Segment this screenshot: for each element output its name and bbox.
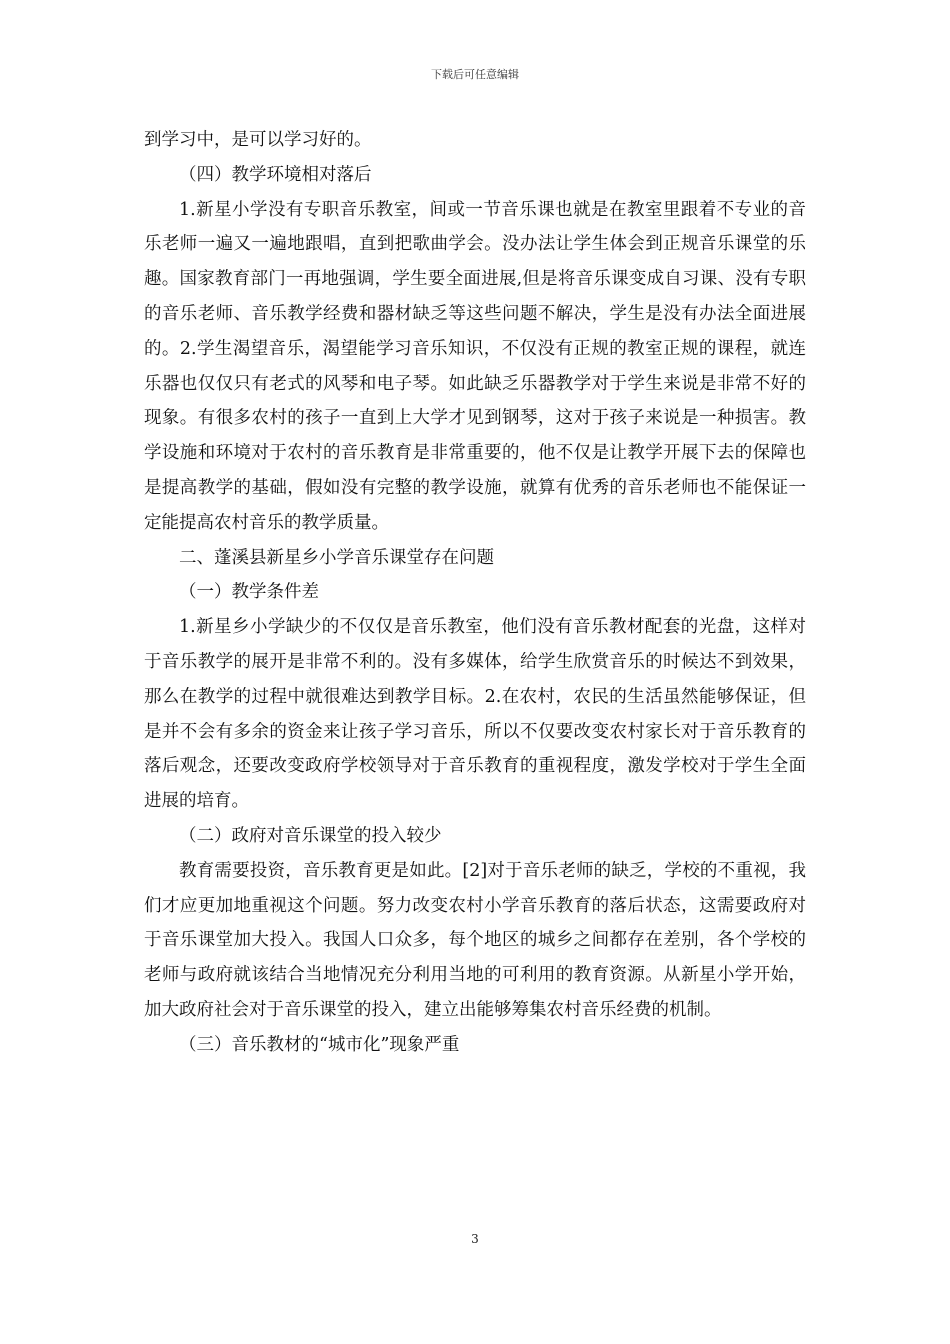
paragraph: 教育需要投资，音乐教育更是如此。[2]对于音乐老师的缺乏，学校的不重视，我们才应更加地重视这个问题。努力改变农村小学音乐教育的落后状态，这需要政府对于音乐课堂加大投入。我国人口众多，每个地区的城乡之间都存在差别，各个学校的老师与政府就该结合当地情况充分利用当地的可利用的教育资源。从新星小学开始，加大政府社会对于音乐课堂的投入，建立出能够筹集农村音乐经费的机制。 [144, 860, 806, 1020]
paragraph: 1.新星乡小学缺少的不仅仅是音乐教室，他们没有音乐教材配套的光盘，这样对于音乐教学的展开是非常不利的。没有多媒体，给学生欣赏音乐的时候达不到效果，那么在教学的过程中就很难达到教学目标。2.在农村，农民的生活虽然能够保证，但是并不会有多余的资金来让孩子学习音乐，所以不仅要改变农村家长对于音乐教育的落后观念，还要改变政府学校领导对于音乐教育的重视程度，激发学校对于学生全面进展的培育。 [144, 617, 806, 812]
section-heading-3: （三）音乐教材的“城市化”现象严重 [179, 1034, 460, 1055]
section-heading-1: （一）教学条件差 [179, 582, 319, 603]
page-header: 下载后可任意编辑 [431, 68, 519, 81]
page-number: 3 [471, 1232, 479, 1246]
section-heading-2: （二）政府对音乐课堂的投入较少 [179, 825, 442, 846]
section-heading-4: （四）教学环境相对落后 [179, 164, 372, 185]
document-body [144, 123, 806, 1063]
paragraph-continuation: 到学习中，是可以学习好的。 [144, 130, 372, 150]
paragraph: 1.新星小学没有专职音乐教室，间或一节音乐课也就是在教室里跟着不专业的音乐老师一遍又一遍地跟唱，直到把歌曲学会。没办法让学生体会到正规音乐课堂的乐趣。国家教育部门一再地强调，学生要全面进展,但是将音乐课变成自习课、没有专职的音乐老师、音乐教学经费和器材缺乏等这些问题不解决，学生是没有办法全面进展的。2.学生渴望音乐，渴望能学习音乐知识，不仅没有正规的教室正规的课程，就连乐器也仅仅只有老式的风琴和电子琴。如此缺乏乐器教学对于学生来说是非常不好的现象。有很多农村的孩子一直到上大学才见到钢琴，这对于孩子来说是一种损害。教学设施和环境对于农村的音乐教育是非常重要的，他不仅是让教学开展下去的保障也是提高教学的基础，假如没有完整的教学设施，就算有优秀的音乐老师也不能保证一定能提高农村音乐的教学质量。 [144, 199, 806, 533]
chapter-heading: 二、蓬溪县新星乡小学音乐课堂存在问题 [179, 547, 494, 568]
